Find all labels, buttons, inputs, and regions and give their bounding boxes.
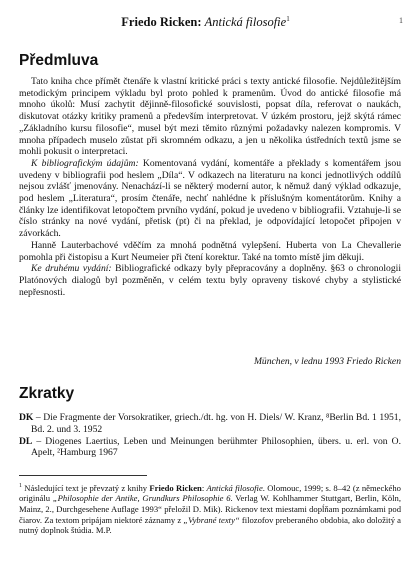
footnote-text: . Verlag W. Kohlhammer Stuttgart, Berlin, Köln, Mainz, 2., Durchgesehene Auflage 1993“ přeložil D. Mik). Rickenov text miestami dopĺňam poznámkami pod čiarov. Za textom pripájam niektoré záznamy z	[19, 493, 401, 525]
abbreviation-item	[19, 436, 401, 460]
preface-paragraph-1: Tato kniha chce přímět čtenáře k vlastní kritické práci s texty antické filosofie. Nejdůležitějším metodickým principem výkladu byl proto pohled k pramenům. Úvod do antické filosofie má mnoho úkolů: Musí zachytit dějinně-filosofické souvislosti, popsat díla, referovat o naukách, diskutovat otázky kritiky pramenů a především interpretovat. V úzkém prostoru, jejž skýtá rámec „Základního kursu filosofie“, musel být mezi těmito různými požadavky nalezen kompromis. V mnoha případech muselo zůstat při skromném odkazu, a jen u několika ústředních textů jsme se mohli pokusit o interpretaci.	[19, 76, 401, 158]
signature: München, v lednu 1993 Friedo Ricken	[253, 356, 401, 367]
bibliography-text: Komentovaná vydání, komentáře a překlady s komentářem jsou uvedeny v bibliografii pod heslem „Díla“. V odkazech na literaturu na konci jednotlivých oddílů nejsou zvlášť jmenovány. Nenachází-li se některý moderní autor, k němuž daný výklad odkazuje, pod heslem „Literatura“, prosím čtenáře, nechť nahlédne k příslušným komentátorům. Knihy a články lze identifikovat letopočtem prvního vydání, pokud je uvedeno v bibliografii. Vztahuje-li se číslo stránky na nové vydání, přetisk (pt) či na překlad, je odpovídající letopočet připojen v závorkách.	[19, 157, 402, 240]
header-author: Friedo Ricken:	[121, 15, 202, 30]
footnote-mark: 1	[19, 483, 22, 489]
abbreviation-item	[19, 412, 401, 436]
abbreviations-heading: Zkratky	[19, 385, 75, 402]
footnote-book-title: Antická filosofie	[206, 482, 263, 493]
header-footnote-mark: 1	[286, 15, 290, 23]
abbreviations-list	[19, 412, 401, 459]
abbreviation-text: – Die Fragmente der Vorsokratiker, griech./dt. hg. von H. Diels/ W. Kranz, ⁸Berlin Bd. 1 1951, Bd. 2. und 3. 1952	[31, 412, 401, 435]
preface-paragraph-3: Hanně Lauterbachové vděčím za mnohá podnětná vylepšení. Huberta von La Chevallerie pomohla při čistopisu a Kurt Neumeier při čtení korektur. Také na tomto místě jim děkuji.	[19, 239, 401, 263]
footnote-text: filozofov preberaného obdobia, ako doložitý a nutný doplnok štúdia. M.P.	[19, 514, 401, 536]
footnote-book-author: Friedo Ricken	[149, 482, 202, 493]
second-edition-lead: Ke druhému vydání:	[31, 263, 112, 275]
abbreviation-text: – Diogenes Laertius, Leben und Meinungen berühmter Philosophien, übers. u. erl. von O. Apelt, ²Hamburg 1967	[31, 435, 401, 459]
footnote: $^1$ Následující text je převzatý z knihy Friedo Ricken: Antická filosofie. Olomouc, 1999; s. 8–42 (z německého originálu „Philosophie der Antike, Grundkurs Philosophie 6. Verlag W. Kohlhammer Stuttgart, Berlin, Köln, Mainz, 2., Durchgesehene Auflage 1993“ přeložil D. Mik). Rickenov text miestami dopĺňam poznámkami pod čiarov. Za textom pripájam niektoré záznamy z „Vybrané texty“ filozofov preberaného obdobia, ako doložitý a nutný doplnok štúdia. M.P.	[19, 482, 401, 536]
abbreviation-key: DL	[19, 435, 33, 447]
footnote-text: Následující text je převzatý z knihy	[22, 482, 150, 493]
footnote-selected-texts: „Vybrané texty“	[183, 514, 240, 525]
footnote-text: . Olomouc, 1999; s. 8–42 (z německého originálu	[19, 482, 401, 504]
header-title: Antická filosofie	[204, 15, 287, 30]
second-edition-text: Bibliografické odkazy byly přepracovány a doplněny. §63 o chronologii Platónových dialogů byl pozměněn, v celém textu byly opraveny tiskové chyby a stylistické nepřesnosti.	[19, 263, 401, 298]
preface-paragraph-4	[19, 263, 401, 298]
footnote-divider	[19, 475, 147, 476]
page-number: 1	[399, 16, 403, 25]
abbreviation-key: DK	[19, 412, 34, 423]
footnote-original-title: „Philosophie der Antike, Grundkurs Philosophie 6	[52, 493, 231, 504]
preface-body	[19, 76, 401, 298]
preface-paragraph-2	[19, 158, 401, 240]
running-header	[0, 15, 411, 30]
bibliography-lead: K bibliografickým údajům:	[31, 157, 139, 169]
preface-heading: Předmluva	[19, 52, 99, 69]
